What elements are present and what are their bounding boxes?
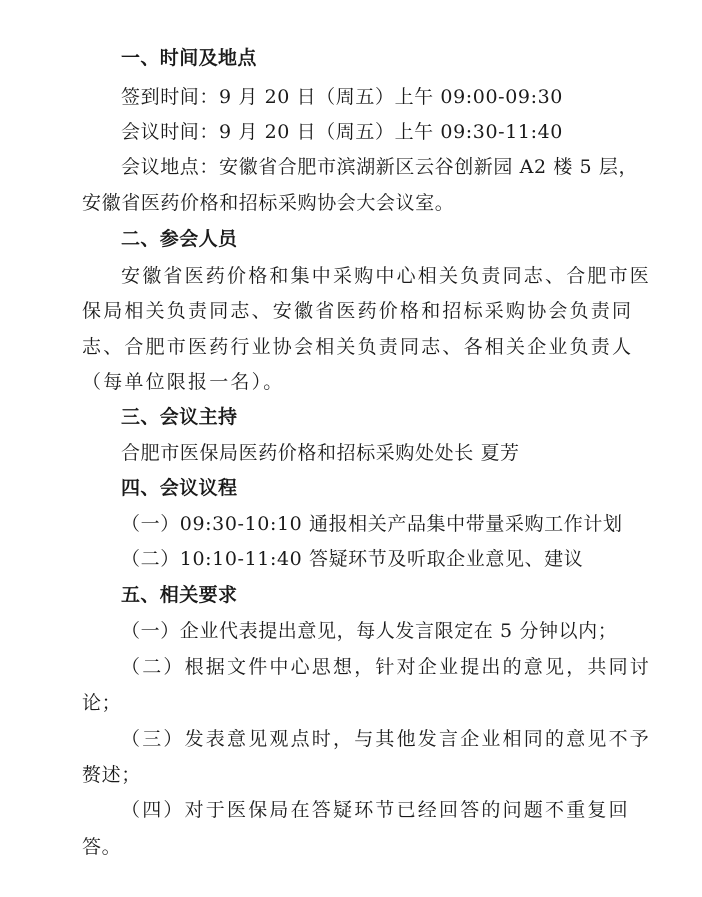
meeting-location-line-2: 安徽省医药价格和招标采购协会大会议室。 — [82, 192, 455, 214]
requirement-4-line-2: 答。 — [82, 836, 122, 858]
requirement-4-line-1: （四）对于医保局在答疑环节已经回答的问题不重复回 — [121, 799, 630, 821]
requirement-2-line-1: （二）根据文件中心思想，针对企业提出的意见，共同讨 — [121, 656, 652, 678]
section-2-heading: 二、参会人员 — [121, 228, 238, 250]
agenda-item-2: （二）10:10-11:40 答疑环节及听取企业意见、建议 — [121, 548, 584, 570]
section-4-heading: 四、会议议程 — [121, 477, 238, 499]
requirement-3-line-2: 赘述； — [82, 764, 141, 786]
meeting-time: 会议时间：9 月 20 日（周五）上午 09:30-11:40 — [121, 121, 563, 143]
meeting-location-line-1: 会议地点：安徽省合肥市滨湖新区云谷创新园 A2 楼 5 层， — [121, 156, 639, 178]
checkin-time: 签到时间：9 月 20 日（周五）上午 09:00-09:30 — [121, 86, 563, 108]
requirement-2-line-2: 论； — [82, 692, 122, 714]
attendees-line-2: 保局相关负责同志、安徽省医药价格和招标采购协会负责同 — [82, 300, 634, 322]
host-name: 合肥市医保局医药价格和招标采购处处长 夏芳 — [121, 442, 520, 464]
section-5-heading: 五、相关要求 — [121, 584, 238, 606]
agenda-item-1: （一）09:30-10:10 通报相关产品集中带量采购工作计划 — [121, 513, 623, 535]
section-3-heading: 三、会议主持 — [121, 406, 238, 428]
requirement-1: （一）企业代表提出意见，每人发言限定在 5 分钟以内； — [121, 620, 618, 642]
section-1-heading: 一、时间及地点 — [121, 47, 257, 69]
attendees-line-3: 志、合肥市医药行业协会相关负责同志、各相关企业负责人 — [82, 336, 634, 358]
attendees-line-1: 安徽省医药价格和集中采购中心相关负责同志、合肥市医 — [121, 265, 652, 287]
requirement-3-line-1: （三）发表意见观点时，与其他发言企业相同的意见不予 — [121, 728, 652, 750]
attendees-line-4: （每单位限报一名）。 — [82, 371, 285, 393]
